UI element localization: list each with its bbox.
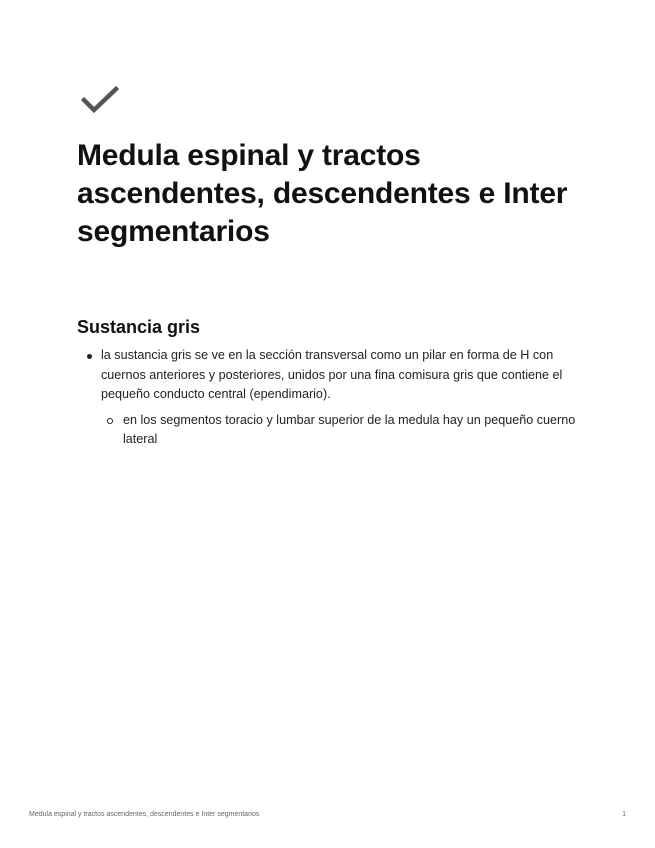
- section-heading: Sustancia gris: [77, 317, 201, 337]
- page-number: 1: [622, 811, 626, 818]
- bullet-list: [82, 346, 582, 450]
- list-item-text: la sustancia gris se ve en la sección transversal como un pilar en forma de H con cuernos anteriores y posteriores, unidos por una fina comisura gris que contiene el pequeño conducto central (ependimario).: [101, 348, 563, 401]
- check-icon: [81, 86, 119, 114]
- footer-text: Medula espinal y tractos ascendentes, descendentes e Inter segmentarios: [29, 811, 260, 818]
- hollow-bullet-icon: [107, 418, 113, 424]
- sub-list-item-text: en los segmentos toracio y lumbar superior de la medula hay un pequeño cuerno lateral: [123, 412, 576, 446]
- sub-list-item: [101, 411, 582, 450]
- list-item: [82, 346, 582, 450]
- sub-bullet-list: [101, 411, 582, 450]
- page-title: Medula espinal y tractos ascendentes, descendentes e Inter segmentarios: [77, 139, 568, 248]
- bullet-icon: [87, 354, 92, 359]
